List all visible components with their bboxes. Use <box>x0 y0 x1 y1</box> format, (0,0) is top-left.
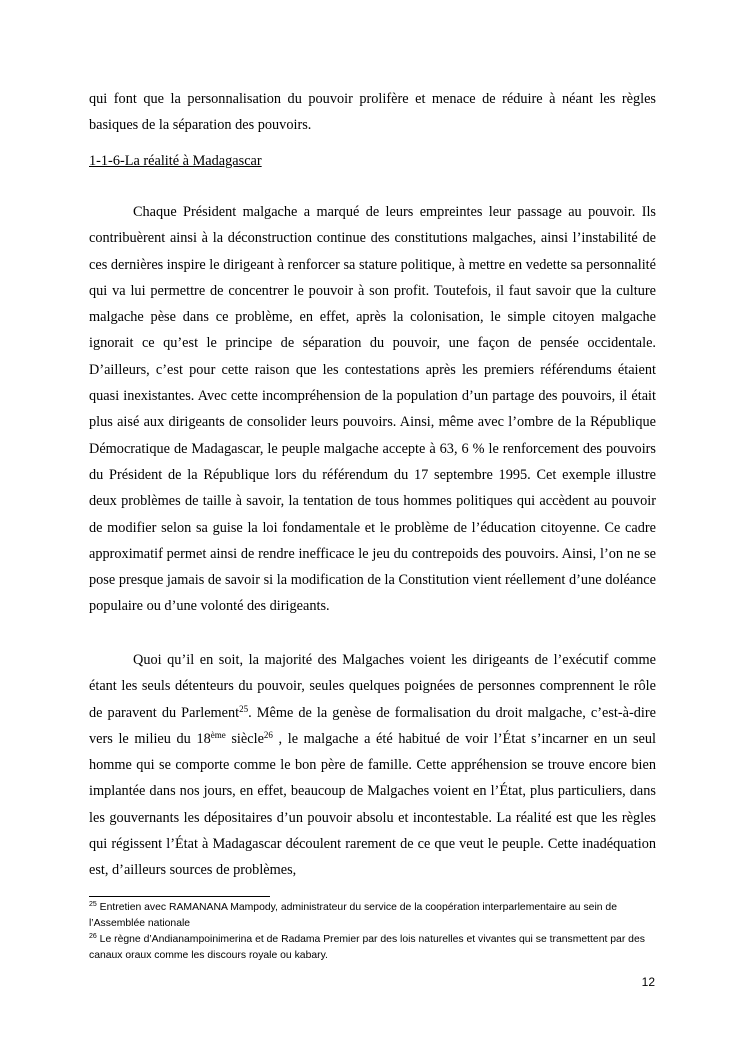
footnote-26 <box>89 932 656 964</box>
footnote-25-text: Entretien avec RAMANANA Mampody, administrateur du service de la coopération interparlementaire au sein de l’Assemblée nationale <box>89 902 617 929</box>
paragraph-2-part-2: . Même de la genèse de formalisation du droit malgache, c’est-à-dire vers le milieu du 18 <box>89 704 656 747</box>
page-number: 12 <box>641 975 655 989</box>
section-heading: 1-1-6-La réalité à Madagascar <box>89 153 262 169</box>
footnote-marker-25: 25 <box>89 901 97 908</box>
ordinal-superscript: ème <box>210 729 226 740</box>
footnote-ref-26[interactable]: 26 <box>263 729 273 740</box>
paragraph-1-text: Chaque Président malgache a marqué de leurs empreintes leur passage au pouvoir. Ils contribuèrent ainsi à la déconstruction continue des constitutions malgaches, ainsi l’instabilité de ces dernières inspire le dirigeant à renforcer sa stature politique, à mettre en vedette sa personnalité qui va lui permettre de concentrer le pouvoir à son profit. Toutefois, il faut savoir que la culture malgache pèse dans ce problème, en effet, après la colonisation, le simple citoyen malgache ignorait ce qu’est le principe de séparation du pouvoir, une façon de pensée occidentale. D’ailleurs, c’est pour cette raison que les contestations après les premiers référendums étaient quasi inexistantes. Avec cette incompréhension de la population d’un partage des pouvoirs, il était plus aisé aux dirigeants de consolider leurs pouvoirs. Ainsi, même avec l’ombre de la République Démocratique de Madagascar, le peuple malgache accepte à 63, 6 % le renforcement des pouvoirs du Président de la République lors du référendum du 17 septembre 1995. Cet exemple illustre deux problèmes de taille à savoir, la tentation de tous hommes politiques qui accèdent au pouvoir de modifier selon sa guise la loi fondamentale et le problème de l’éducation citoyenne. Ce cadre approximatif permet ainsi de rendre inefficace le jeu du contrepoids des pouvoirs. Ainsi, l’on ne se pose presque jamais de savoir si la modification de la Constitution vient réellement d’une doléance populaire ou d’une volonté des dirigeants. <box>89 204 656 615</box>
footnote-26-text: Le règne d’Andianampoinimerina et de Radama Premier par des lois naturelles et vivantes qui se transmettent par des canaux oraux comme les discours royale ou kabary. <box>89 934 645 961</box>
paragraph-2-part-4: , le malgache a été habitué de voir l’État s’incarner en un seul homme qui se comporte comme le bon père de famille. Cette appréhension se trouve encore bien implantée dans nos jours, en effet, beaucoup de Malgaches voient en l’État, plus particuliers, dans les gouvernants les dépositaires d’un pouvoir absolu et incontestable. La réalité est que les règles qui régissent l’État à Madagascar découlent rarement de ce que veut le peuple. Cette inadéquation est, d’ailleurs sources de problèmes, <box>89 730 656 879</box>
intro-paragraph <box>89 86 656 139</box>
paragraph-2-text <box>89 647 656 884</box>
paragraph-1 <box>89 199 656 620</box>
intro-text: qui font que la personnalisation du pouvoir prolifère et menace de réduire à néant les règles basiques de la séparation des pouvoirs. <box>89 91 656 134</box>
paragraph-2-part-3: siècle <box>225 730 264 747</box>
footnote-ref-25[interactable]: 25 <box>239 703 249 714</box>
footnote-separator <box>89 896 270 897</box>
footnote-25 <box>89 900 656 932</box>
footnotes <box>89 900 656 964</box>
paragraph-2 <box>89 647 656 884</box>
footnote-marker-26: 26 <box>89 933 97 940</box>
paragraph-2-part-1: Quoi qu’il en soit, la majorité des Malgaches voient les dirigeants de l’exécutif comme étant les seuls détenteurs du pouvoir, seules quelques poignées de personnes comprennent le rôle de paravent du Parlement <box>89 652 656 721</box>
